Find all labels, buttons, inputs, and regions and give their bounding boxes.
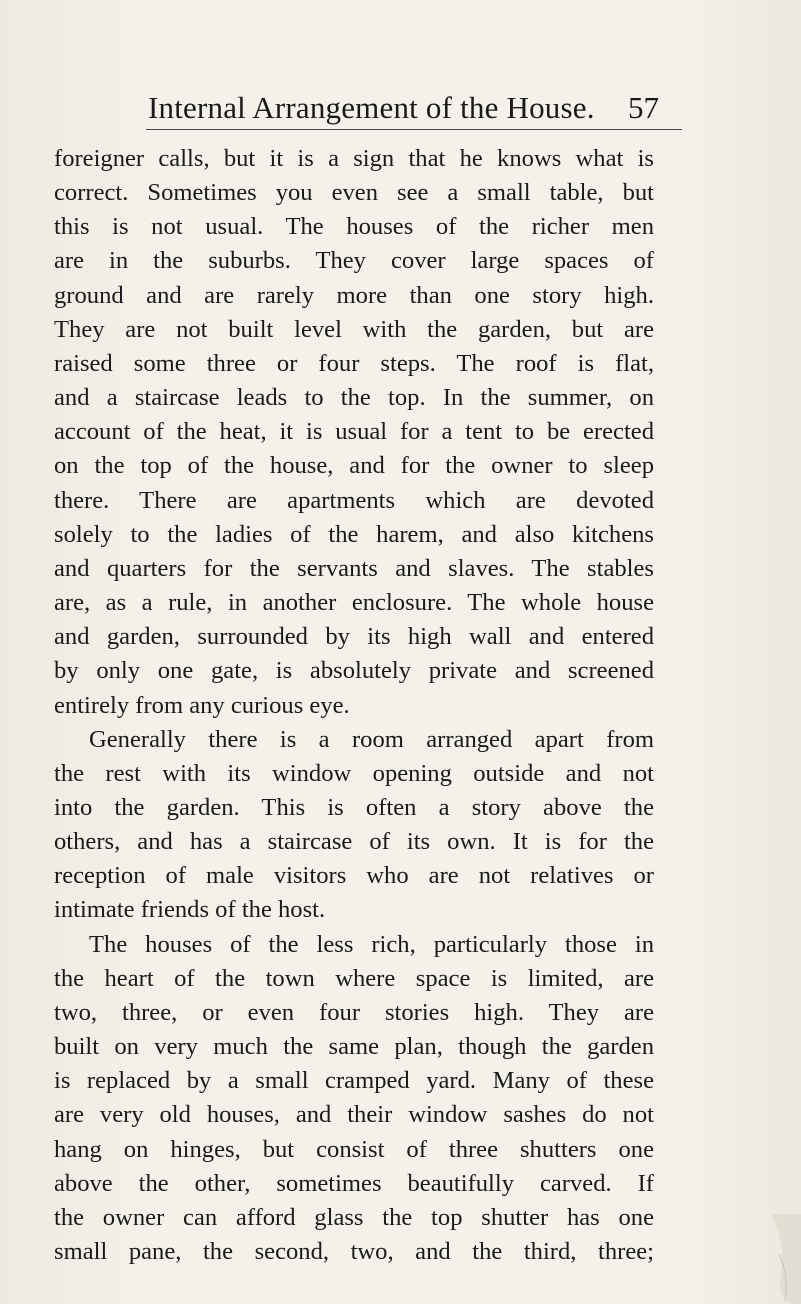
text-line: raised some three or four steps. The roof is flat,	[54, 349, 654, 377]
text-line: above the other, sometimes beautifully carved. If	[54, 1169, 654, 1197]
body-text	[54, 142, 654, 1269]
text-line: and quarters for the servants and slaves. The stables	[54, 554, 654, 582]
text-line: and garden, surrounded by its high wall and entered	[54, 623, 654, 651]
header-rule	[146, 129, 682, 130]
text-line: are very old houses, and their window sashes do not	[54, 1101, 654, 1129]
text-line: the owner can afford glass the top shutter has one	[54, 1203, 654, 1231]
text-line: by only one gate, is absolutely private and screened	[54, 657, 654, 685]
text-line: ground and are rarely more than one story high.	[54, 281, 654, 309]
paragraph-first-line: Generally there is a room arranged apart from	[89, 725, 654, 753]
text-line: others, and has a staircase of its own. It is for the	[54, 828, 654, 856]
text-line: foreigner calls, but it is a sign that he knows what is	[54, 145, 654, 172]
text-line: reception of male visitors who are not relatives or	[54, 862, 654, 890]
text-line: hang on hinges, but consist of three shutters one	[54, 1135, 654, 1163]
page-corner-shadow	[711, 1214, 801, 1304]
text-line: account of the heat, it is usual for a tent to be erected	[54, 418, 654, 446]
text-line: built on very much the same plan, though the garden	[54, 1033, 654, 1061]
text-line: the rest with its window opening outside and not	[54, 759, 654, 787]
text-line: They are not built level with the garden, but are	[54, 315, 654, 343]
paragraph-first-line: The houses of the less rich, particularly those in	[89, 930, 654, 958]
text-line: are in the suburbs. They cover large spaces of	[54, 247, 654, 275]
text-line: this is not usual. The houses of the richer men	[54, 213, 654, 241]
text-line: are, as a rule, in another enclosure. The whole house	[54, 589, 654, 617]
text-line: solely to the ladies of the harem, and also kitchens	[54, 520, 654, 548]
text-line: there. There are apartments which are devoted	[54, 486, 654, 514]
running-title: Internal Arrangement of the House.	[148, 90, 595, 125]
text-line: the heart of the town where space is limited, are	[54, 964, 654, 992]
text-line: two, three, or even four stories high. They are	[54, 998, 654, 1026]
text-line: entirely from any curious eye.	[54, 691, 350, 719]
page-header	[0, 88, 801, 132]
text-line: small pane, the second, two, and the third, three;	[54, 1238, 654, 1265]
page-number: 57	[628, 90, 659, 125]
text-line: on the top of the house, and for the owner to sleep	[54, 452, 654, 480]
text-line: correct. Sometimes you even see a small table, but	[54, 179, 654, 207]
text-line: is replaced by a small cramped yard. Many of these	[54, 1067, 654, 1095]
text-line: and a staircase leads to the top. In the summer, on	[54, 384, 654, 412]
text-line: into the garden. This is often a story above the	[54, 793, 654, 821]
text-line: intimate friends of the host.	[54, 896, 326, 924]
